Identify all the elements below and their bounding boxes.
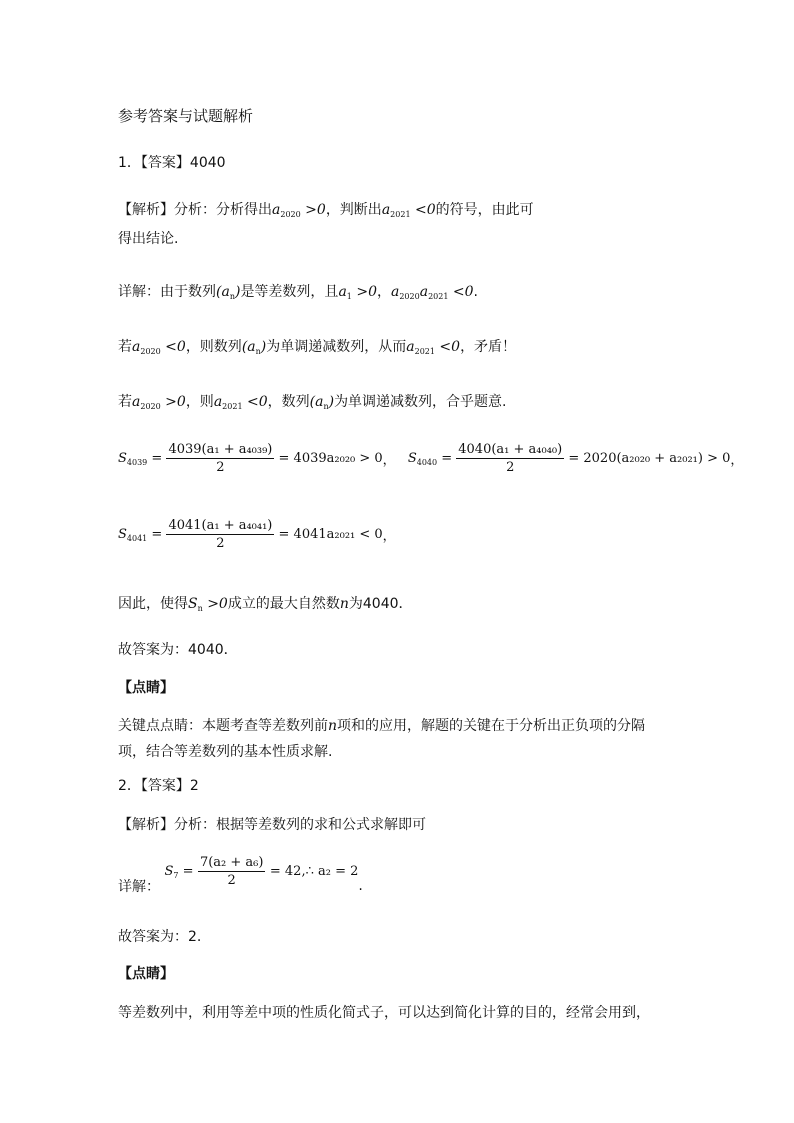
q1-analysis-mid2: 的符号，由此可 — [435, 202, 534, 218]
q1-case2-prefix: 若 — [118, 394, 132, 410]
math-n-remark: n — [328, 718, 338, 734]
q1-remark-line1-prefix: 关键点点睛：本题考查等差数列前 — [118, 718, 328, 734]
q1-analysis — [118, 200, 534, 225]
q1-detail: 详解：由于数列$(a_n)$是等差数列，且$a_1 >0$，$a_{2020}a_{2021} <0$. — [118, 284, 478, 301]
math-n: n — [339, 596, 349, 612]
eq1-right: = 4039a₂₀₂₀ > 0 — [278, 451, 383, 466]
q1-detail-mid: 是等差数列，且 — [240, 284, 339, 300]
math-a2020-gt0: $a_{2020} >0$ — [272, 202, 326, 219]
math-product-lt0: $a_{2020}a_{2021} <0$ — [390, 284, 474, 301]
q1-case2 — [118, 392, 507, 417]
q1-equation-row2: $S_{4041}$ = $\frac{\text{4041(a₁ + a₄₀₄₁)}}{2}$ = 4041a₂₀₂₁ < 0， — [118, 518, 396, 551]
q1-analysis-line2: 得出结论. — [118, 231, 179, 247]
q2-remark-line1: 等差数列中，利用等差中项的性质化简式子，可以达到简化计算的目的，经常会用到， — [118, 1005, 650, 1021]
fraction-s7: $\frac{\text{7(a₂ + a₆)}}{2}$ — [199, 855, 264, 888]
q1-case1-end: ，矛盾！ — [460, 339, 517, 355]
fraction-s4039: $\frac{\text{4039(a₁ + a₄₀₃₉)}}{2}$ — [168, 442, 273, 475]
eq2-right: = 2020(a₂₀₂₀ + a₂₀₂₁) > 0 — [568, 451, 731, 466]
q2-analysis: 【解析】分析：根据等差数列的求和公式求解即可 — [118, 817, 426, 833]
q2-final-answer: 故答案为：2. — [118, 929, 202, 945]
math-case2-a2021: $a_{2021} <0$ — [213, 394, 268, 411]
q1-remark-line1 — [118, 716, 645, 736]
fraction-s4041: $\frac{\text{4041(a₁ + a₄₀₄₁)}}{2}$ — [168, 518, 273, 551]
q1-detail-prefix: 详解：由于数列 — [118, 284, 216, 300]
q2-remark-title: 【点睛】 — [118, 966, 174, 982]
section-title: 参考答案与试题解析 — [118, 107, 254, 125]
q1-analysis-prefix: 【解析】分析：分析得出 — [118, 202, 272, 218]
q2-detail-prefix: 详解： — [118, 878, 160, 895]
fraction-s4040: $\frac{\text{4040(a₁ + a₄₀₄₀)}}{2}$ — [458, 442, 563, 475]
q1-case1-mid: ，则数列 — [185, 339, 242, 355]
q1-conclusion-end: 为4040． — [348, 596, 413, 612]
q1-analysis-mid1: ，判断出 — [325, 202, 382, 218]
math-case2-a2020: $a_{2020} >0$ — [132, 394, 186, 411]
q2-eq-right: = 42,∴ a₂ = 2 — [269, 864, 359, 879]
q1-final-answer: 故答案为：4040． — [118, 642, 238, 658]
q1-conclusion — [118, 594, 413, 619]
q1-conclusion-prefix: 因此，使得 — [118, 596, 188, 612]
q1-equation-row1: $S_{4039}$ = $\frac{\text{4039(a₁ + a₄₀₃₉)}}{2}$ = 4039a₂₀₂₀ > 0， $S_{4040}$ = $\frac{\text{4040(a₁ + a₄₀₄₀)}}{2}$ = 2020(a₂₀₂₀ + a₂₀₂₁) > 0， — [118, 442, 744, 475]
q1-case1-prefix: 若 — [118, 339, 132, 355]
q2-answer: 2．【答案】2 — [118, 778, 199, 794]
q1-answer: 1．【答案】4040 — [118, 155, 226, 171]
eq3-right: = 4041a₂₀₂₁ < 0 — [278, 527, 383, 542]
math-seq-an: $(a_n)$ — [216, 284, 241, 301]
q1-case2-end: 为单调递减数列，合乎题意. — [334, 394, 507, 410]
math-sn-gt0: $S_n >0$ — [188, 596, 228, 613]
math-case1-a2020: $a_{2020} <0$ — [132, 339, 186, 356]
q2-detail: 详解： $S_7$ = $\frac{\text{7(a₂ + a₆)}}{2}$ = 42,∴ a₂ = 2. — [118, 855, 363, 895]
math-case1-a2021: $a_{2021} <0$ — [406, 339, 461, 356]
q1-case1 — [118, 337, 516, 362]
q1-case2-mid2: ，数列 — [267, 394, 310, 410]
math-a2021-lt0: $a_{2021} <0$ — [381, 202, 436, 219]
q1-remark-line2: 项，结合等差数列的基本性质求解. — [118, 744, 333, 760]
q1-remark-line1-end: 项和的应用，解题的关键在于分析出正负项的分隔 — [337, 718, 646, 734]
math-case1-an: $(a_n)$ — [241, 339, 267, 356]
q1-case1-mid2: 为单调递减数列，从而 — [266, 339, 407, 355]
q1-remark-title: 【点睛】 — [118, 680, 174, 696]
math-a1-gt0: $a_1 >0$ — [338, 284, 377, 301]
q1-conclusion-mid: 成立的最大自然数 — [227, 596, 340, 612]
q1-case2-mid: ，则 — [185, 394, 214, 410]
math-case2-an: $(a_n)$ — [309, 394, 335, 411]
